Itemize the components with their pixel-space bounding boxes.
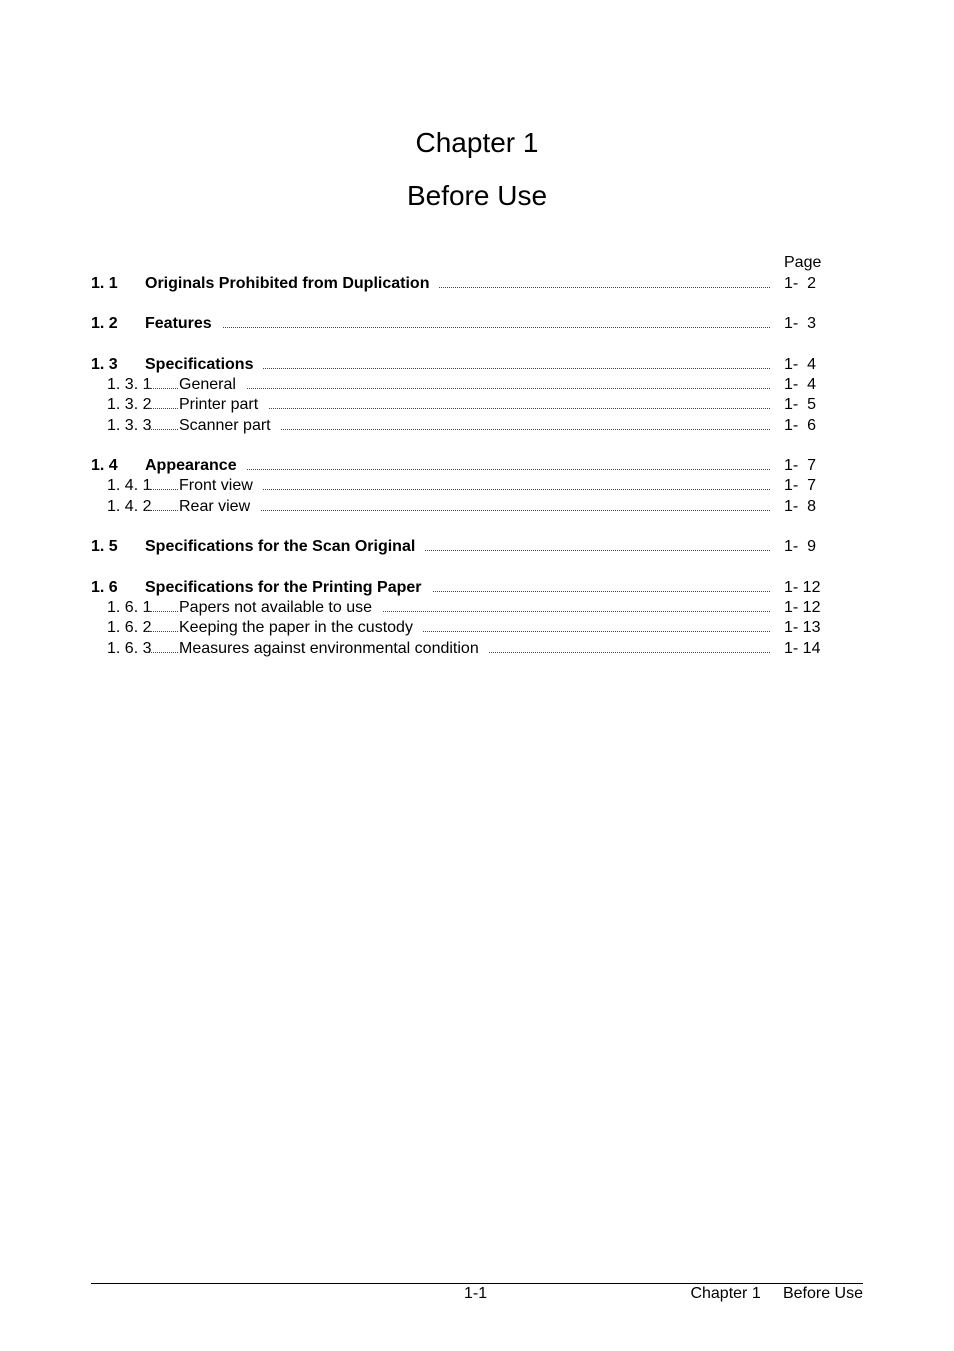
toc-entry-page: 1- 7 <box>784 477 817 494</box>
chapter-number-heading: Chapter 1 <box>415 127 539 158</box>
toc-entry-title: Specifications <box>145 355 263 375</box>
toc-entry[interactable] <box>0 598 954 618</box>
footer-rule <box>91 1283 863 1284</box>
toc-entry-page: 1- 9 <box>784 538 817 555</box>
toc-entry-title: Scanner part <box>179 416 281 436</box>
toc-entry[interactable] <box>0 314 954 334</box>
toc-entry-number: 1. 3. 2 <box>107 396 152 413</box>
toc-entry-title: Originals Prohibited from Duplication <box>145 274 439 294</box>
toc-entry[interactable] <box>0 639 954 659</box>
toc-entry[interactable] <box>0 395 954 415</box>
toc-entry-page: 1- 4 <box>784 376 817 393</box>
toc-entry-title: Papers not available to use <box>179 598 382 618</box>
toc-entry-title: Front view <box>179 476 263 496</box>
toc-entry[interactable] <box>0 375 954 395</box>
toc-entry-page: 1- 12 <box>784 579 821 596</box>
toc-entry[interactable] <box>0 578 954 598</box>
footer-chapter-title: Before Use <box>782 1285 863 1302</box>
toc-entry-page: 1- 6 <box>784 417 817 434</box>
footer-chapter <box>690 1285 863 1303</box>
toc-entry-number: 1. 2 <box>91 315 118 332</box>
toc-entry-title: Specifications for the Scan Original <box>145 537 425 557</box>
toc-entry-number: 1. 3. 3 <box>107 417 152 434</box>
toc-entry-title: General <box>179 375 246 395</box>
toc-entry[interactable] <box>0 537 954 557</box>
toc-entry[interactable] <box>0 476 954 496</box>
toc-entry-page: 1- 5 <box>784 396 817 413</box>
toc-entry[interactable] <box>0 355 954 375</box>
toc-entry-title: Appearance <box>145 456 247 476</box>
toc-entry-title: Measures against environmental condition <box>179 639 489 659</box>
toc-entry[interactable] <box>0 497 954 517</box>
toc-entry-number: 1. 1 <box>91 275 118 292</box>
toc-entry-number: 1. 4 <box>91 457 118 474</box>
toc-entry-page: 1- 8 <box>784 498 817 515</box>
toc-entry-number: 1. 6 <box>91 579 118 596</box>
toc-entry-page: 1- 13 <box>784 619 821 636</box>
toc-entry-number: 1. 3. 1 <box>107 376 152 393</box>
toc-entry-title: Specifications for the Printing Paper <box>145 578 432 598</box>
toc-entry-page: 1- 14 <box>784 640 821 657</box>
page-column-header: Page <box>784 254 822 271</box>
toc-entry-number: 1. 6. 3 <box>107 640 152 657</box>
toc-entry-number: 1. 6. 2 <box>107 619 152 636</box>
toc-entry-title: Rear view <box>179 497 260 517</box>
toc-entry[interactable] <box>0 618 954 638</box>
toc-entry-page: 1- 12 <box>784 599 821 616</box>
toc-entry[interactable] <box>0 456 954 476</box>
toc-entry-page: 1- 3 <box>784 315 817 332</box>
toc-entry-title: Printer part <box>179 395 268 415</box>
toc-entry-number: 1. 4. 2 <box>107 498 152 515</box>
toc-entry-number: 1. 4. 1 <box>107 477 152 494</box>
toc-dot-leader <box>145 327 770 328</box>
footer-chapter-number: Chapter 1 <box>690 1285 761 1302</box>
toc-entry-page: 1- 7 <box>784 457 817 474</box>
toc-entry-number: 1. 6. 1 <box>107 599 152 616</box>
footer-page-number: 1-1 <box>464 1285 488 1302</box>
toc-entry-title: Features <box>145 314 222 334</box>
toc-entry[interactable] <box>0 274 954 294</box>
toc-entry-number: 1. 3 <box>91 356 118 373</box>
chapter-title-heading: Before Use <box>406 180 548 211</box>
toc-entry[interactable] <box>0 416 954 436</box>
toc-entry-page: 1- 4 <box>784 356 817 373</box>
toc-entry-title: Keeping the paper in the custody <box>179 618 423 638</box>
toc-entry-page: 1- 2 <box>784 275 817 292</box>
toc-entry-number: 1. 5 <box>91 538 118 555</box>
